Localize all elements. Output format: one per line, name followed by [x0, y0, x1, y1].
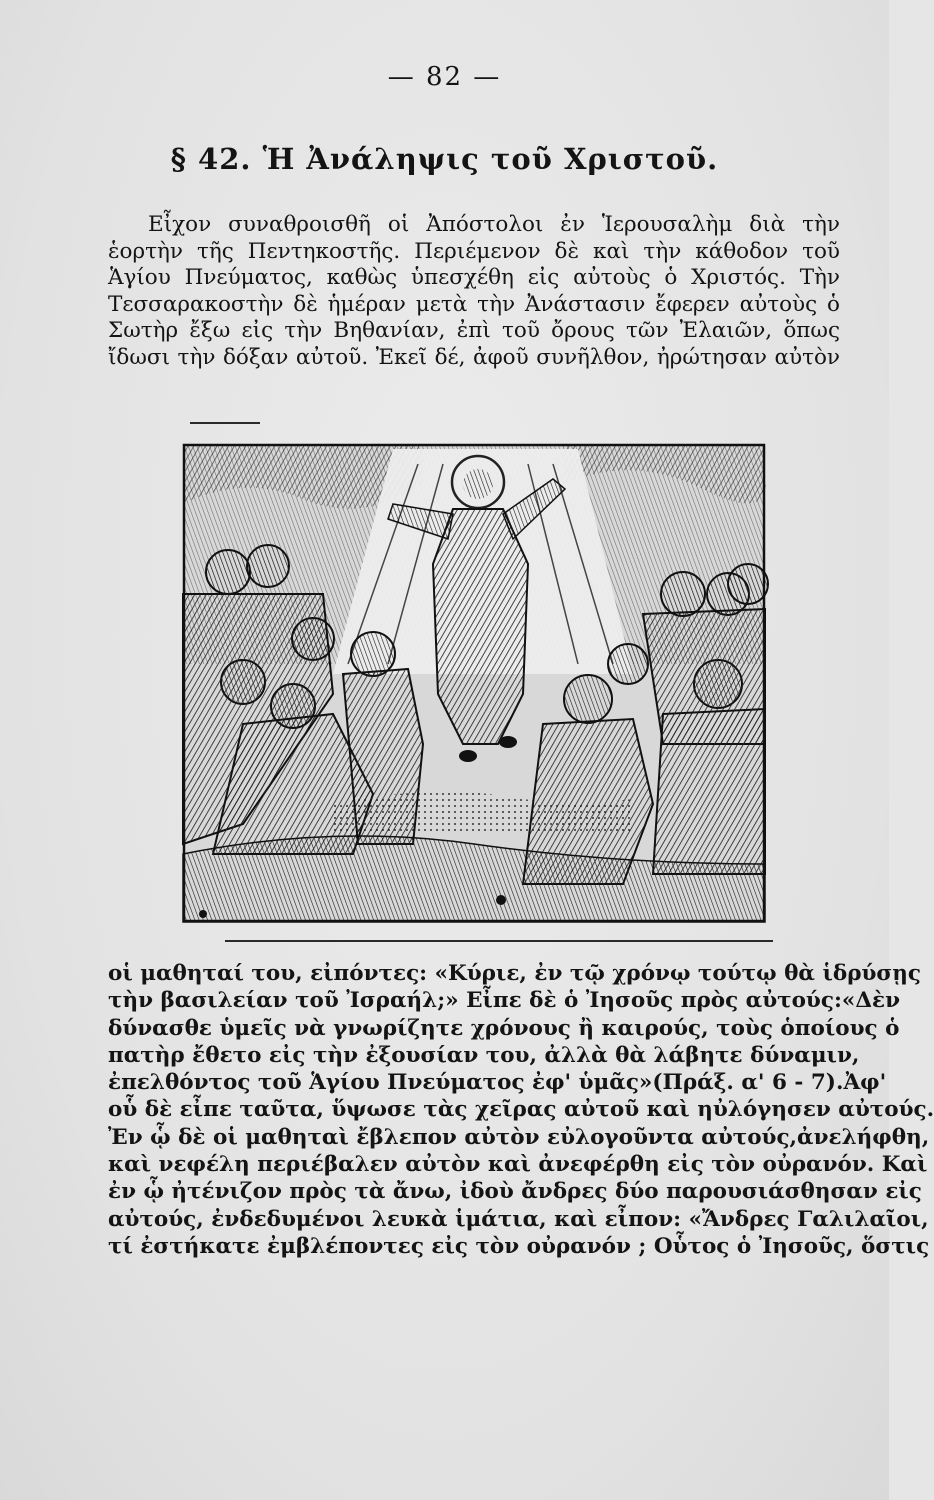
divider-short	[190, 422, 260, 424]
text-line: Εἶχον συναθροισθῆ οἱ Ἀπόστολοι ἐν Ἱερουσαλὴμ διὰ τὴν	[148, 212, 840, 237]
text-line: τί ἐστήκατε ἐμβλέποντες εἰς τὸν οὐρανόν ; Οὗτος ὁ Ἰησοῦς, ὅστις	[108, 1233, 930, 1259]
divider-long	[225, 940, 773, 942]
text-line: πατὴρ ἔθετο εἰς τὴν ἐξουσίαν του, ἀλλὰ θὰ λάβητε δύναμιν,	[108, 1042, 860, 1068]
text-line: Σωτὴρ ἔξω εἰς τὴν Βηθανίαν, ἐπὶ τοῦ ὄρους τῶν Ἐλαιῶν, ὅπως	[108, 318, 840, 344]
text-line: ἑορτὴν τῆς Πεντηκοστῆς. Περιέμενον δὲ καὶ τὴν κάθοδον τοῦ	[108, 238, 840, 264]
text-line: οὗ δὲ εἶπε ταῦτα, ὕψωσε τὰς χεῖρας αὐτοῦ καὶ ηὐλόγησεν αὐτούς.	[108, 1097, 934, 1123]
text-line: Ἁγίου Πνεύματος, καθὼς ὑπεσχέθη εἰς αὐτοὺς ὁ Χριστός. Τὴν	[108, 265, 840, 291]
text-line: οἱ μαθηταί του, εἰπόντες: «Κύριε, ἐν τῷ χρόνῳ τούτῳ θὰ ἱδρύσῃς	[108, 961, 921, 986]
page-number: — 82 —	[387, 62, 502, 92]
text-line: Ἐν ᾧ δὲ οἱ μαθηταὶ ἔβλεπον αὐτὸν εὐλογοῦντα αὐτούς,ἀνελήφθη,	[108, 1124, 930, 1150]
text-line: ἐπελθόντος τοῦ Ἁγίου Πνεύματος ἐφ' ὑμᾶς»(Πράξ. α' 6 - 7).Ἀφ'	[108, 1070, 887, 1096]
text-line: ἴδωσι τὴν δόξαν αὐτοῦ. Ἐκεῖ δέ, ἀφοῦ συνῆλθον, ἠρώτησαν αὐτὸν	[108, 344, 840, 370]
text-line: δύνασθε ὑμεῖς νὰ γνωρίζητε χρόνους ἢ καιρούς, τοὺς ὁποίους ὁ	[108, 1015, 900, 1041]
text-line: ἐν ᾧ ἠτένιζον πρὸς τὰ ἄνω, ἰδοὺ ἄνδρες δύο παρουσιάσθησαν εἰς	[108, 1179, 922, 1205]
ascension-illustration	[183, 444, 765, 922]
section-title: § 42. Ἡ Ἀνάληψις τοῦ Χριστοῦ.	[170, 142, 719, 176]
text-line: Τεσσαρακοστὴν δὲ ἡμέραν μετὰ τὴν Ἀνάστασιν ἔφερεν αὐτοὺς ὁ	[108, 291, 840, 317]
paragraph-top	[108, 212, 840, 372]
text-line: τὴν βασιλείαν τοῦ Ἰσραήλ;» Εἶπε δὲ ὁ Ἰησοῦς πρὸς αὐτούς:«Δὲν	[108, 988, 900, 1014]
paragraph-bottom	[108, 960, 934, 1260]
text-line: αὐτούς, ἐνδεδυμένοι λευκὰ ἱμάτια, καὶ εἶπον: «Ἄνδρες Γαλιλαῖοι,	[108, 1206, 929, 1232]
text-line: καὶ νεφέλη περιέβαλεν αὐτὸν καὶ ἀνεφέρθη εἰς τὸν οὐρανόν. Καὶ	[108, 1152, 928, 1178]
